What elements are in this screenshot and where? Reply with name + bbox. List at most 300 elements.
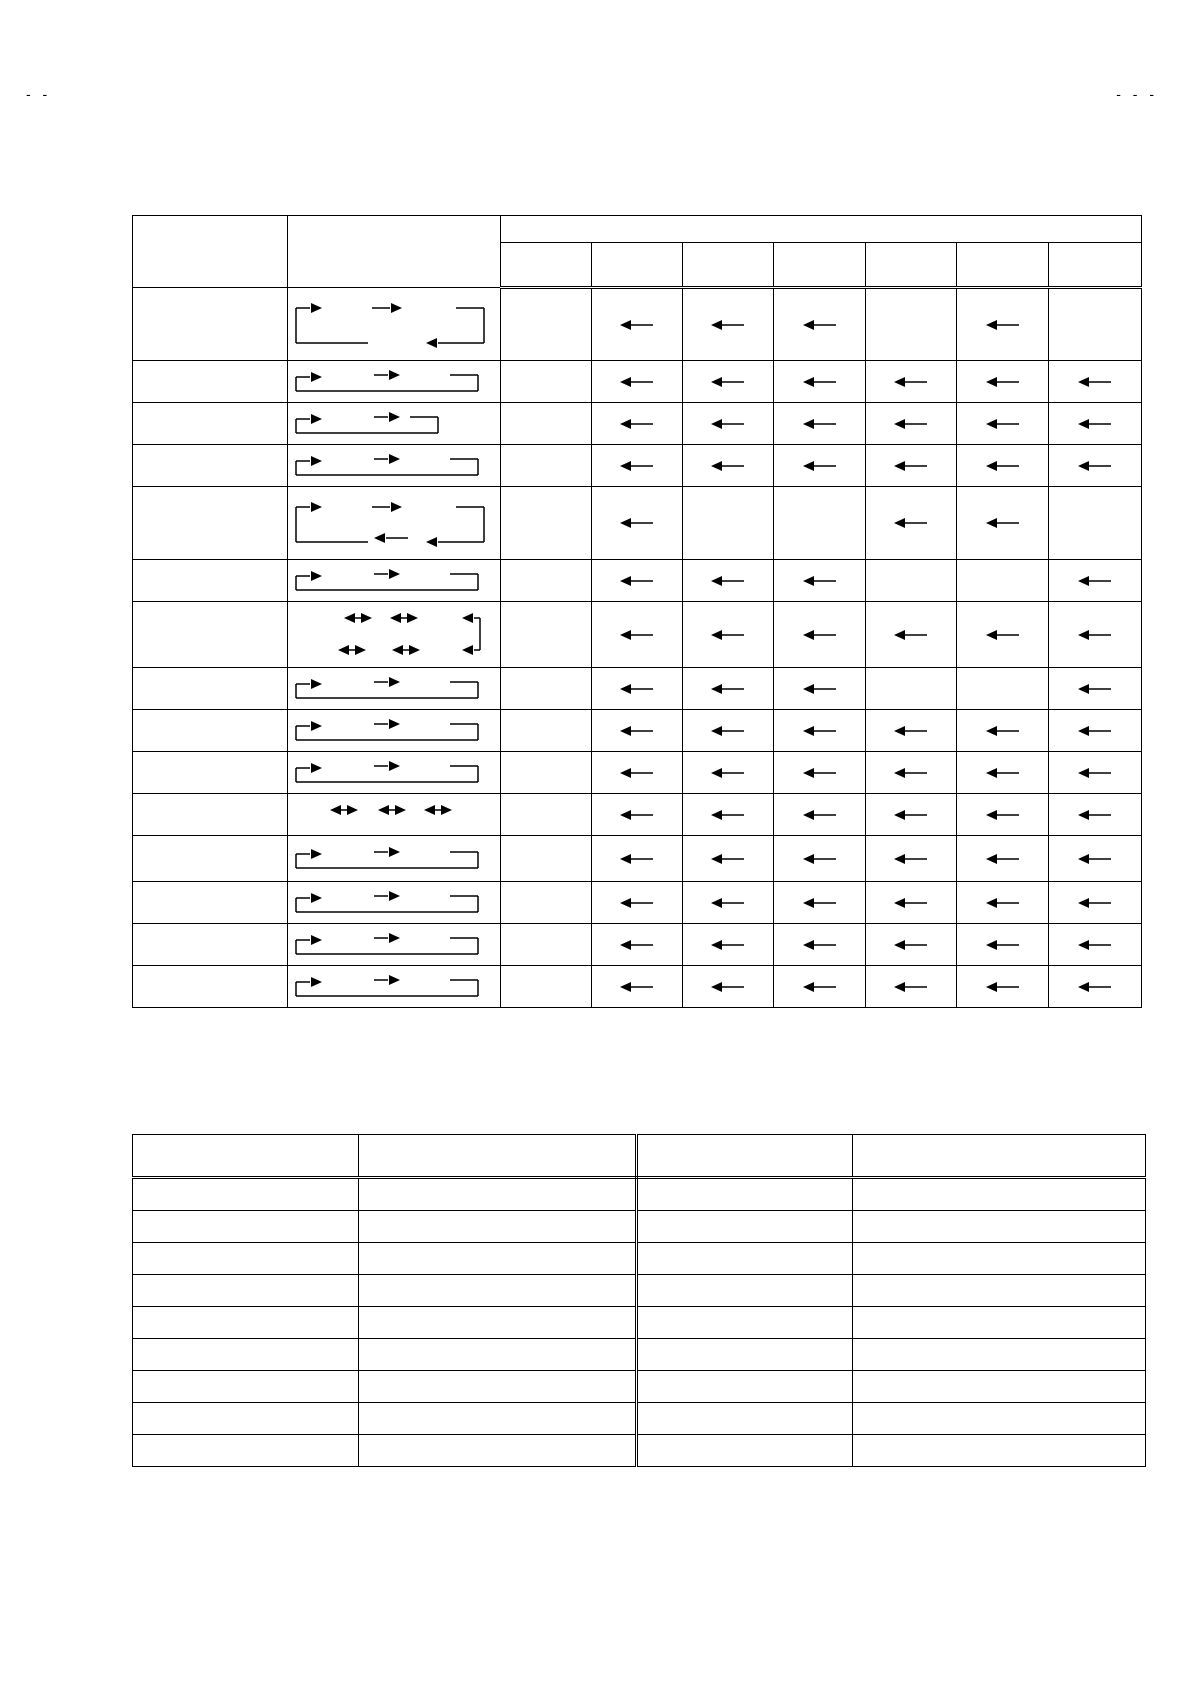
left-arrow-icon	[983, 319, 1023, 331]
left-arrow-icon	[708, 897, 748, 909]
arrowhead-icon	[803, 768, 814, 778]
arrowhead-icon	[986, 854, 997, 864]
arrowhead-icon	[389, 370, 400, 380]
table-cell	[358, 1403, 637, 1435]
arrowhead-icon	[378, 805, 389, 815]
arrowhead-icon	[1078, 461, 1089, 471]
table-row	[133, 836, 1142, 882]
transition-diagram-icon	[288, 796, 498, 834]
table-cell	[1049, 560, 1142, 602]
row-label-cell	[133, 966, 288, 1008]
table-cell	[957, 288, 1049, 361]
table-cell	[1049, 445, 1142, 487]
table-cell	[683, 560, 774, 602]
arrowhead-icon	[620, 630, 631, 640]
table-cell	[358, 1243, 637, 1275]
left-arrow-icon	[800, 853, 840, 865]
left-arrow-icon	[983, 809, 1023, 821]
arrowhead-icon	[311, 679, 322, 689]
table-cell	[774, 924, 866, 966]
arrowhead-icon	[330, 805, 341, 815]
arrowhead-icon	[620, 377, 631, 387]
arrowhead-icon	[344, 613, 355, 623]
arrowhead-icon	[803, 684, 814, 694]
settings-table	[132, 1134, 1146, 1467]
left-arrow-icon	[1075, 460, 1115, 472]
left-arrow-icon	[1075, 897, 1115, 909]
table-cell	[1049, 288, 1142, 361]
table-cell	[637, 1178, 853, 1211]
table-cell	[683, 403, 774, 445]
table-row	[133, 560, 1142, 602]
arrowhead-icon	[389, 761, 400, 771]
header-cell	[133, 216, 288, 288]
arrowhead-icon	[894, 518, 905, 528]
transition-diagram-icon	[288, 968, 498, 1006]
left-arrow-icon	[708, 376, 748, 388]
table-cell	[133, 1339, 359, 1371]
arrowhead-icon	[986, 630, 997, 640]
table-cell	[957, 752, 1049, 794]
table-row	[133, 1403, 1146, 1435]
table-row	[133, 288, 1142, 361]
left-arrow-icon	[891, 853, 931, 865]
arrowhead-icon	[803, 810, 814, 820]
table-cell	[957, 602, 1049, 668]
left-arrow-icon	[617, 897, 657, 909]
left-arrow-icon	[1075, 853, 1115, 865]
transition-diagram-icon	[288, 562, 498, 600]
table-cell	[133, 1211, 359, 1243]
table-cell	[500, 361, 591, 403]
left-arrow-icon	[983, 767, 1023, 779]
left-arrow-icon	[891, 767, 931, 779]
table-cell	[500, 602, 591, 668]
table-cell	[591, 668, 683, 710]
table-cell	[500, 882, 591, 924]
table-cell	[774, 794, 866, 836]
row-label-cell	[133, 403, 288, 445]
table-cell	[133, 1403, 359, 1435]
arrowhead-icon	[620, 854, 631, 864]
arrowhead-icon	[374, 533, 385, 543]
arrowhead-icon	[391, 502, 402, 512]
table-cell	[1049, 794, 1142, 836]
arrowhead-icon	[389, 569, 400, 579]
left-arrow-icon	[708, 809, 748, 821]
table-row	[133, 445, 1142, 487]
table-cell	[637, 1339, 853, 1371]
row-label-cell	[133, 602, 288, 668]
table-cell	[774, 361, 866, 403]
header-cell	[683, 243, 774, 288]
arrowhead-icon	[311, 977, 322, 987]
arrowhead-icon	[620, 940, 631, 950]
left-arrow-icon	[983, 418, 1023, 430]
table-cell	[683, 602, 774, 668]
header-cell	[853, 1135, 1146, 1178]
table-cell	[133, 1243, 359, 1275]
arrowhead-icon	[390, 613, 401, 623]
arrowhead-icon	[986, 419, 997, 429]
transition-diagram-icon	[288, 290, 498, 359]
table-cell	[591, 966, 683, 1008]
left-arrow-icon	[708, 418, 748, 430]
left-arrow-icon	[1075, 629, 1115, 641]
table-cell	[866, 924, 957, 966]
left-arrow-icon	[617, 767, 657, 779]
left-arrow-icon	[1075, 725, 1115, 737]
arrowhead-icon	[803, 576, 814, 586]
table-cell	[683, 752, 774, 794]
arrowhead-icon	[986, 940, 997, 950]
table-cell	[683, 487, 774, 560]
table-cell	[637, 1275, 853, 1307]
left-arrow-icon	[983, 981, 1023, 993]
table-cell	[774, 752, 866, 794]
arrowhead-icon	[389, 847, 400, 857]
table-row	[133, 1371, 1146, 1403]
table-cell	[133, 1178, 359, 1211]
table-cell	[866, 966, 957, 1008]
left-arrow-icon	[891, 981, 931, 993]
diagram-cell	[287, 752, 500, 794]
table-cell	[591, 361, 683, 403]
left-arrow-icon	[708, 629, 748, 641]
table-cell	[866, 487, 957, 560]
left-arrow-icon	[617, 418, 657, 430]
transition-diagram-icon	[288, 926, 498, 964]
table-cell	[1049, 602, 1142, 668]
left-arrow-icon	[708, 460, 748, 472]
table-cell	[637, 1403, 853, 1435]
table-row	[133, 1339, 1146, 1371]
arrowhead-icon	[620, 576, 631, 586]
table-row	[133, 966, 1142, 1008]
corner-marks-left: - -	[26, 86, 52, 102]
arrowhead-icon	[311, 935, 322, 945]
left-arrow-icon	[983, 460, 1023, 472]
table-cell	[591, 403, 683, 445]
table-cell	[133, 1371, 359, 1403]
table-cell	[866, 445, 957, 487]
arrowhead-icon	[711, 377, 722, 387]
table-cell	[591, 560, 683, 602]
arrowhead-icon	[803, 940, 814, 950]
left-arrow-icon	[1075, 418, 1115, 430]
arrowhead-icon	[894, 854, 905, 864]
row-label-cell	[133, 752, 288, 794]
header-cell	[1049, 243, 1142, 288]
arrowhead-icon	[711, 419, 722, 429]
left-arrow-icon	[708, 319, 748, 331]
arrowhead-icon	[1078, 684, 1089, 694]
table-cell	[853, 1403, 1146, 1435]
table-cell	[591, 882, 683, 924]
arrowhead-icon	[1078, 377, 1089, 387]
arrowhead-icon	[986, 461, 997, 471]
header-cell	[500, 243, 591, 288]
table-cell	[957, 560, 1049, 602]
table-cell	[358, 1307, 637, 1339]
arrowhead-icon	[392, 645, 403, 655]
diagram-cell	[287, 966, 500, 1008]
left-arrow-icon	[891, 629, 931, 641]
table-cell	[1049, 487, 1142, 560]
arrowhead-icon	[424, 805, 435, 815]
table-cell	[866, 403, 957, 445]
arrowhead-icon	[441, 805, 452, 815]
table-cell	[853, 1178, 1146, 1211]
table-row	[133, 1275, 1146, 1307]
left-arrow-icon	[617, 517, 657, 529]
table-cell	[774, 403, 866, 445]
left-arrow-icon	[983, 629, 1023, 641]
left-arrow-icon	[617, 809, 657, 821]
table-cell	[1049, 710, 1142, 752]
table-cell	[957, 882, 1049, 924]
row-label-cell	[133, 668, 288, 710]
left-arrow-icon	[1075, 376, 1115, 388]
table-cell	[866, 288, 957, 361]
arrowhead-icon	[395, 805, 406, 815]
arrowhead-icon	[803, 898, 814, 908]
arrowhead-icon	[1078, 854, 1089, 864]
table-cell	[774, 668, 866, 710]
arrowhead-icon	[1078, 768, 1089, 778]
arrowhead-icon	[620, 518, 631, 528]
arrowhead-icon	[311, 571, 322, 581]
table-row	[133, 882, 1142, 924]
arrowhead-icon	[389, 891, 400, 901]
arrowhead-icon	[462, 613, 473, 623]
transition-diagram-icon	[288, 363, 498, 401]
diagram-cell	[287, 487, 500, 560]
table-cell	[957, 966, 1049, 1008]
table-cell	[358, 1339, 637, 1371]
table-cell	[866, 710, 957, 752]
transition-diagram-icon	[288, 838, 498, 880]
table-cell	[133, 1275, 359, 1307]
arrowhead-icon	[1078, 726, 1089, 736]
arrowhead-icon	[1078, 982, 1089, 992]
left-arrow-icon	[891, 376, 931, 388]
corner-marks-right: - - -	[1116, 86, 1158, 102]
table-row	[133, 1243, 1146, 1275]
table-cell	[500, 836, 591, 882]
table-cell	[500, 288, 591, 361]
diagram-cell	[287, 882, 500, 924]
table-row	[133, 794, 1142, 836]
arrowhead-icon	[407, 613, 418, 623]
left-arrow-icon	[983, 897, 1023, 909]
arrowhead-icon	[894, 377, 905, 387]
table-cell	[866, 752, 957, 794]
table-cell	[853, 1339, 1146, 1371]
diagram-cell	[287, 668, 500, 710]
diagram-cell	[287, 710, 500, 752]
table-cell	[853, 1211, 1146, 1243]
table-cell	[957, 361, 1049, 403]
left-arrow-icon	[983, 725, 1023, 737]
transition-diagram-icon	[288, 604, 498, 666]
arrowhead-icon	[389, 719, 400, 729]
arrowhead-icon	[803, 320, 814, 330]
table-cell	[774, 560, 866, 602]
table-cell	[853, 1435, 1146, 1467]
left-arrow-icon	[983, 939, 1023, 951]
table-row	[133, 924, 1142, 966]
left-arrow-icon	[708, 853, 748, 865]
table-cell	[358, 1275, 637, 1307]
arrowhead-icon	[803, 726, 814, 736]
arrowhead-icon	[803, 377, 814, 387]
arrowhead-icon	[1078, 630, 1089, 640]
table-cell	[774, 602, 866, 668]
arrowhead-icon	[620, 810, 631, 820]
left-arrow-icon	[891, 418, 931, 430]
transition-diagram-icon	[288, 712, 498, 750]
header-cell	[637, 1135, 853, 1178]
table-cell	[853, 1243, 1146, 1275]
arrowhead-icon	[311, 372, 322, 382]
left-arrow-icon	[800, 809, 840, 821]
header-cell	[866, 243, 957, 288]
transition-diagram-icon	[288, 884, 498, 922]
table-cell	[853, 1275, 1146, 1307]
row-label-cell	[133, 487, 288, 560]
arrowhead-icon	[620, 684, 631, 694]
arrowhead-icon	[1078, 419, 1089, 429]
table-row	[133, 710, 1142, 752]
left-arrow-icon	[1075, 981, 1115, 993]
left-arrow-icon	[800, 897, 840, 909]
table-cell	[957, 710, 1049, 752]
table-cell	[500, 794, 591, 836]
table-cell	[957, 924, 1049, 966]
table-cell	[358, 1371, 637, 1403]
arrowhead-icon	[803, 419, 814, 429]
arrowhead-icon	[711, 726, 722, 736]
arrowhead-icon	[986, 377, 997, 387]
table-cell	[683, 836, 774, 882]
left-arrow-icon	[800, 418, 840, 430]
left-arrow-icon	[708, 683, 748, 695]
diagram-cell	[287, 794, 500, 836]
table-cell	[866, 668, 957, 710]
table-cell	[500, 560, 591, 602]
arrowhead-icon	[311, 763, 322, 773]
arrowhead-icon	[894, 768, 905, 778]
arrowhead-icon	[338, 645, 349, 655]
arrowhead-icon	[986, 810, 997, 820]
arrowhead-icon	[311, 414, 322, 424]
arrowhead-icon	[803, 461, 814, 471]
left-arrow-icon	[800, 319, 840, 331]
diagram-cell	[287, 560, 500, 602]
header-cell	[957, 243, 1049, 288]
arrowhead-icon	[711, 684, 722, 694]
left-arrow-icon	[891, 517, 931, 529]
row-label-cell	[133, 794, 288, 836]
left-arrow-icon	[983, 376, 1023, 388]
arrowhead-icon	[311, 721, 322, 731]
arrowhead-icon	[711, 576, 722, 586]
table-row	[133, 361, 1142, 403]
table-cell	[591, 752, 683, 794]
table-cell	[957, 487, 1049, 560]
arrowhead-icon	[620, 898, 631, 908]
left-arrow-icon	[708, 767, 748, 779]
left-arrow-icon	[1075, 575, 1115, 587]
table-cell	[500, 445, 591, 487]
table-cell	[957, 836, 1049, 882]
table-cell	[774, 445, 866, 487]
arrowhead-icon	[409, 645, 420, 655]
arrowhead-icon	[986, 726, 997, 736]
diagram-cell	[287, 288, 500, 361]
left-arrow-icon	[617, 981, 657, 993]
arrowhead-icon	[620, 982, 631, 992]
table-row	[133, 602, 1142, 668]
table-row	[133, 403, 1142, 445]
arrowhead-icon	[711, 461, 722, 471]
table-cell	[500, 752, 591, 794]
table-cell	[1049, 668, 1142, 710]
table-cell	[500, 487, 591, 560]
arrowhead-icon	[620, 320, 631, 330]
arrowhead-icon	[894, 726, 905, 736]
table-row	[133, 1435, 1146, 1467]
left-arrow-icon	[617, 319, 657, 331]
left-arrow-icon	[617, 376, 657, 388]
table-cell	[358, 1435, 637, 1467]
left-arrow-icon	[983, 853, 1023, 865]
left-arrow-icon	[891, 460, 931, 472]
table-row	[133, 1211, 1146, 1243]
left-arrow-icon	[708, 575, 748, 587]
left-arrow-icon	[800, 725, 840, 737]
row-label-cell	[133, 836, 288, 882]
table-cell	[500, 668, 591, 710]
table-cell	[591, 710, 683, 752]
table-cell	[866, 794, 957, 836]
left-arrow-icon	[617, 683, 657, 695]
transition-diagram-icon	[288, 489, 498, 558]
row-label-cell	[133, 882, 288, 924]
arrowhead-icon	[311, 502, 322, 512]
table-cell	[591, 794, 683, 836]
arrowhead-icon	[620, 419, 631, 429]
left-arrow-icon	[617, 575, 657, 587]
table-cell	[637, 1211, 853, 1243]
arrowhead-icon	[894, 898, 905, 908]
arrowhead-icon	[389, 412, 400, 422]
row-label-cell	[133, 361, 288, 403]
transition-diagram-icon	[288, 670, 498, 708]
table-cell	[774, 487, 866, 560]
arrowhead-icon	[986, 982, 997, 992]
arrowhead-icon	[711, 768, 722, 778]
row-label-cell	[133, 560, 288, 602]
table-cell	[866, 836, 957, 882]
arrowhead-icon	[711, 320, 722, 330]
table-cell	[866, 361, 957, 403]
table-row	[133, 752, 1142, 794]
transition-diagram-icon	[288, 405, 498, 443]
header-cell	[591, 243, 683, 288]
header-cell	[287, 216, 500, 288]
